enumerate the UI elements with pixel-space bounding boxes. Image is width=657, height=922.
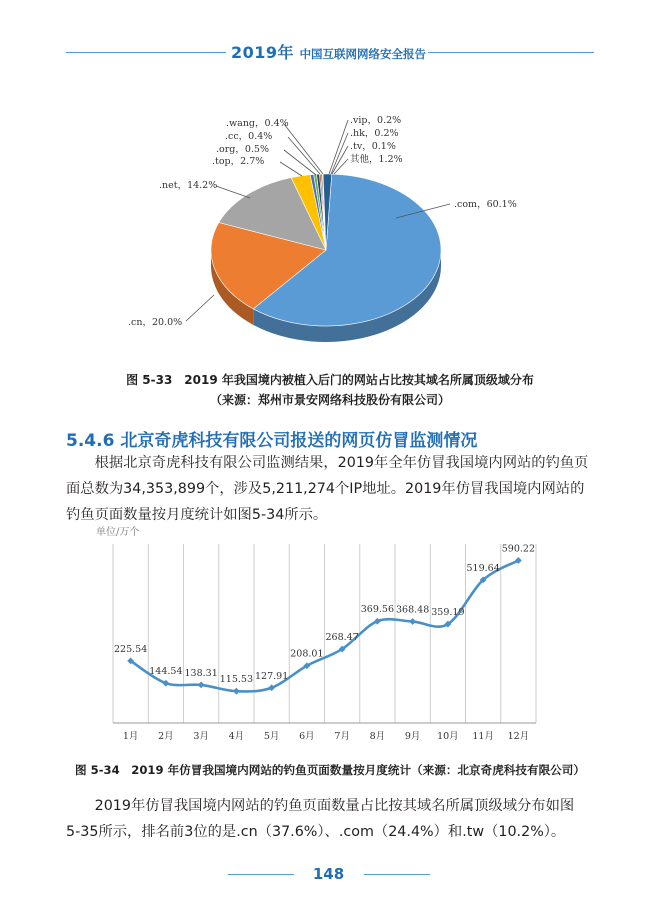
data-label: 225.54 (114, 643, 148, 655)
data-label: 208.01 (290, 648, 324, 660)
pie-label-cn: .cn，20.0% (128, 317, 183, 328)
data-label: 268.47 (325, 632, 359, 644)
data-label: 519.64 (466, 562, 500, 574)
pie-label-cc: .cc，0.4% (225, 131, 273, 142)
paragraph-2-line2: 5-35所示，排名前3位的是.cn（37.6%）、.com（24.4%）和.tw（10.2%）。 (66, 824, 566, 840)
pie-label-net: .net，14.2% (159, 180, 218, 191)
x-tick-label: 8月 (369, 731, 386, 742)
pie-leader-5 (288, 137, 320, 174)
pie-label-top: .top，2.7% (212, 156, 265, 167)
pie-label-com: .com，60.1% (454, 199, 517, 210)
x-tick-label: 6月 (299, 731, 315, 742)
x-tick-label: 10月 (437, 731, 459, 742)
line-chart-ylabel: 单位/万个 (96, 527, 140, 538)
pie-leader-2 (216, 186, 250, 198)
data-label: 127.91 (255, 670, 289, 682)
pie-leader-6 (284, 124, 323, 174)
x-tick-label: 9月 (404, 731, 421, 742)
pie-label-vip: .vip，0.2% (350, 115, 402, 126)
paragraph-1-line2: 面总数为34,353,899个，涉及5,211,274个IP地址。2019年仿冒我国境内网站的 (66, 481, 585, 497)
x-tick-label: 2月 (158, 731, 174, 742)
pie-caption (66, 371, 594, 408)
data-label: 138.31 (184, 667, 218, 679)
paragraph-1-line1: 根据北京奇虎科技有限公司监测结果，2019年全年仿冒我国境内网站的钓鱼页 (94, 455, 589, 471)
section-title: 5.4.6 北京奇虎科技有限公司报送的网页仿冒监测情况 (66, 431, 478, 451)
running-header (0, 40, 657, 63)
pie-chart (66, 100, 594, 362)
data-label: 144.54 (149, 666, 183, 678)
x-tick-label: 5月 (263, 731, 280, 742)
page-number: 148 (312, 865, 345, 883)
data-point (198, 682, 205, 689)
x-tick-label: 3月 (193, 731, 209, 742)
data-label: 590.22 (501, 543, 535, 555)
paragraph-2-line1: 2019年仿冒我国境内网站的钓鱼页面数量占比按其域名所属顶级域分布如图 (94, 798, 575, 814)
data-label: 115.53 (219, 674, 253, 686)
line-chart-tick-labels (123, 731, 529, 742)
data-label: 368.48 (396, 604, 430, 616)
data-point (233, 688, 240, 695)
x-tick-label: 7月 (334, 731, 350, 742)
pie-leader-3 (280, 162, 302, 176)
pie-caption-line2: （来源：郑州市景安网络科技股份有限公司） (209, 393, 450, 407)
data-point (409, 618, 416, 625)
x-tick-label: 1月 (122, 731, 139, 742)
pie-caption-line1: 图 5-33 2019 年我国境内被植入后门的网站占比按其域名所属顶级域分布 (126, 373, 534, 387)
data-label: 359.19 (431, 607, 465, 619)
x-tick-label: 12月 (507, 731, 530, 742)
paragraph-1-line3: 钓鱼页面数量按月度统计如图5-34所示。 (66, 507, 328, 523)
data-label: 369.56 (360, 604, 394, 616)
pie-label-hk: .hk，0.2% (350, 128, 399, 139)
x-tick-label: 11月 (472, 731, 494, 742)
pie-leader-9 (332, 146, 348, 174)
paragraph-1 (66, 450, 594, 528)
pie-label-other: 其他，1.2% (350, 154, 403, 165)
header-year: 2019年 (230, 43, 294, 62)
x-tick-label: 4月 (228, 731, 245, 742)
header-subtitle: 中国互联网网络安全报告 (299, 47, 427, 61)
pie-label-tv: .tv，0.1% (350, 141, 396, 152)
data-point (162, 680, 169, 687)
line-chart (66, 520, 594, 752)
pie-label-wang: .wang，0.4% (226, 118, 289, 129)
pie-label-org: .org，0.5% (216, 144, 269, 155)
pie-leader-7 (329, 120, 348, 174)
line-caption: 图 5-34 2019 年仿冒我国境内网站的钓鱼页面数量按月度统计（来源：北京奇虎科技有限公司） (75, 763, 585, 777)
pie-leader-4 (284, 150, 316, 175)
pie-leader-1 (186, 295, 214, 321)
paragraph-2 (66, 793, 594, 845)
